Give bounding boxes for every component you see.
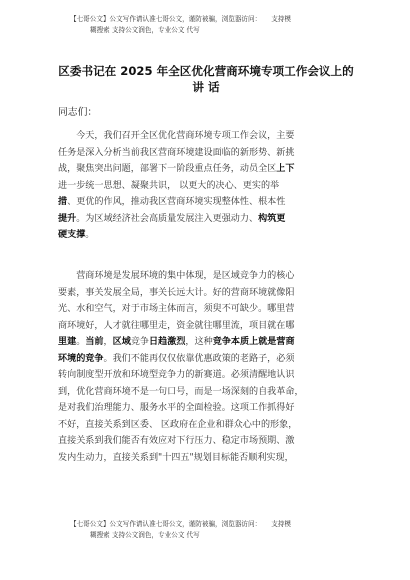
bold-text-segment: 里建 <box>58 336 77 347</box>
text-segment: 不好，直接关系到区委、 区政府在企业和群众心中的形象， <box>58 419 298 430</box>
text-line <box>58 178 358 195</box>
text-segment: 进一步统一思想、凝聚共识， 以更大的决心、更实的举 <box>58 180 280 191</box>
footer-notice-text: 【七哥公文】公文写作请认准七哥公文，谨防被骗，浏览器访问： <box>70 520 262 528</box>
text-line <box>58 128 358 145</box>
text-segment: 要素，事关发展全局，事关长远大计。好的营商环境就像阳 <box>58 287 295 298</box>
footer-notice-line-2: 糊搜索 支持公文润色，专业公文 代写 <box>90 531 200 539</box>
header-notice-line-1 <box>70 14 370 25</box>
text-segment: 光、水和空气，对于市场主体而言，须臾不可缺少。哪里营 <box>58 304 295 314</box>
text-line <box>58 285 358 302</box>
text-segment: 营商环境是发展环境的集中体现，是区域竞争力的核心 <box>58 271 295 281</box>
text-segment: 。为区域经济社会高质量发展注入更强动力、 <box>76 213 259 224</box>
bold-text-segment: 环境的竞争 <box>58 352 104 364</box>
bold-text-segment: 日趋激烈 <box>149 336 186 347</box>
text-line <box>58 211 358 228</box>
text-line <box>58 450 358 467</box>
text-line <box>58 334 358 351</box>
title-line-2: 讲 话 <box>192 80 220 94</box>
text-segment: 到，优化营商环境不是一句口号，而是一场深刻的自我革命， <box>58 386 304 397</box>
text-line <box>58 145 358 162</box>
text-segment: 转向制度型开放和环境型竞争力的新赛道。必须清醒地认识 <box>58 370 295 380</box>
bold-text-segment: 上下 <box>276 163 295 174</box>
header-notice-text: 【七哥公文】公文写作请认准七哥公文，谨防被骗，浏览器访问： <box>70 15 262 23</box>
text-segment: 今天，我们召开全区优化营商环境专项工作会议，主要 <box>58 131 295 141</box>
text-segment: 任务是深入分析当前我区营商环境建设面临的新形势、新挑 <box>58 147 295 158</box>
text-segment: 发内生动力，直接关系到"十四五"规划目标能否顺利实现， <box>58 452 294 463</box>
text-line <box>58 351 358 368</box>
text-line <box>58 194 358 211</box>
text-line <box>58 318 358 335</box>
text-segment: 。我们不能再仅仅依靠优惠政策的老路子，必须 <box>103 353 295 364</box>
text-segment: 商环境好，人才就往哪里走，资金就往哪里流，项目就在哪 <box>58 320 295 331</box>
text-line <box>58 384 358 401</box>
text-segment: 、更优的作风，推动我区营商环境实现整体性、根本性 <box>67 197 286 207</box>
bold-text-segment: 硬支撑 <box>58 229 86 240</box>
header-notice <box>70 14 370 36</box>
text-line <box>58 301 358 318</box>
text-line <box>58 161 358 178</box>
text-line <box>58 227 358 244</box>
bold-text-segment: 当前 <box>85 336 104 347</box>
text-segment: 。 <box>85 230 95 240</box>
footer-support-label: 支持模 <box>271 520 291 528</box>
text-segment: 。 <box>76 337 86 347</box>
text-line <box>58 400 358 417</box>
bold-text-segment: 竞争本质上就是营商 <box>212 336 295 347</box>
paragraph-2 <box>58 268 358 466</box>
text-line <box>58 268 358 285</box>
bold-text-segment: 区域 <box>112 336 131 347</box>
header-notice-line-2: 糊搜索 支持公文润色，专业公文 代写 <box>90 26 200 34</box>
text-line <box>58 433 358 450</box>
text-segment: 直接关系到我们能否有效应对下行压力、稳定市场预期、激 <box>58 436 295 446</box>
document-title <box>56 63 356 95</box>
text-segment: ， <box>103 337 113 347</box>
text-segment: 战，聚焦突出问题，部署下一阶段重点任务，动员全区 <box>58 164 277 174</box>
bold-text-segment: 措 <box>58 196 68 207</box>
header-support-label: 支持模 <box>271 15 291 23</box>
paragraph-1 <box>58 128 358 244</box>
text-line <box>58 417 358 434</box>
text-line <box>58 367 358 384</box>
text-segment: ，这种 <box>185 337 213 347</box>
greeting: 同志们： <box>58 107 98 118</box>
text-segment: 竞争 <box>130 337 150 347</box>
bold-text-segment: 提升 <box>58 212 77 224</box>
text-segment: 是对我们治理能力、服务水平的全面检验。这项工作抓得好 <box>58 403 295 413</box>
bold-text-segment: 构筑更 <box>258 212 286 224</box>
title-line-1: 区委书记在 2025 年全区优化营商环境专项工作会议上的 <box>58 64 354 78</box>
footer-notice <box>70 519 370 541</box>
footer-notice-line-1 <box>70 519 370 530</box>
